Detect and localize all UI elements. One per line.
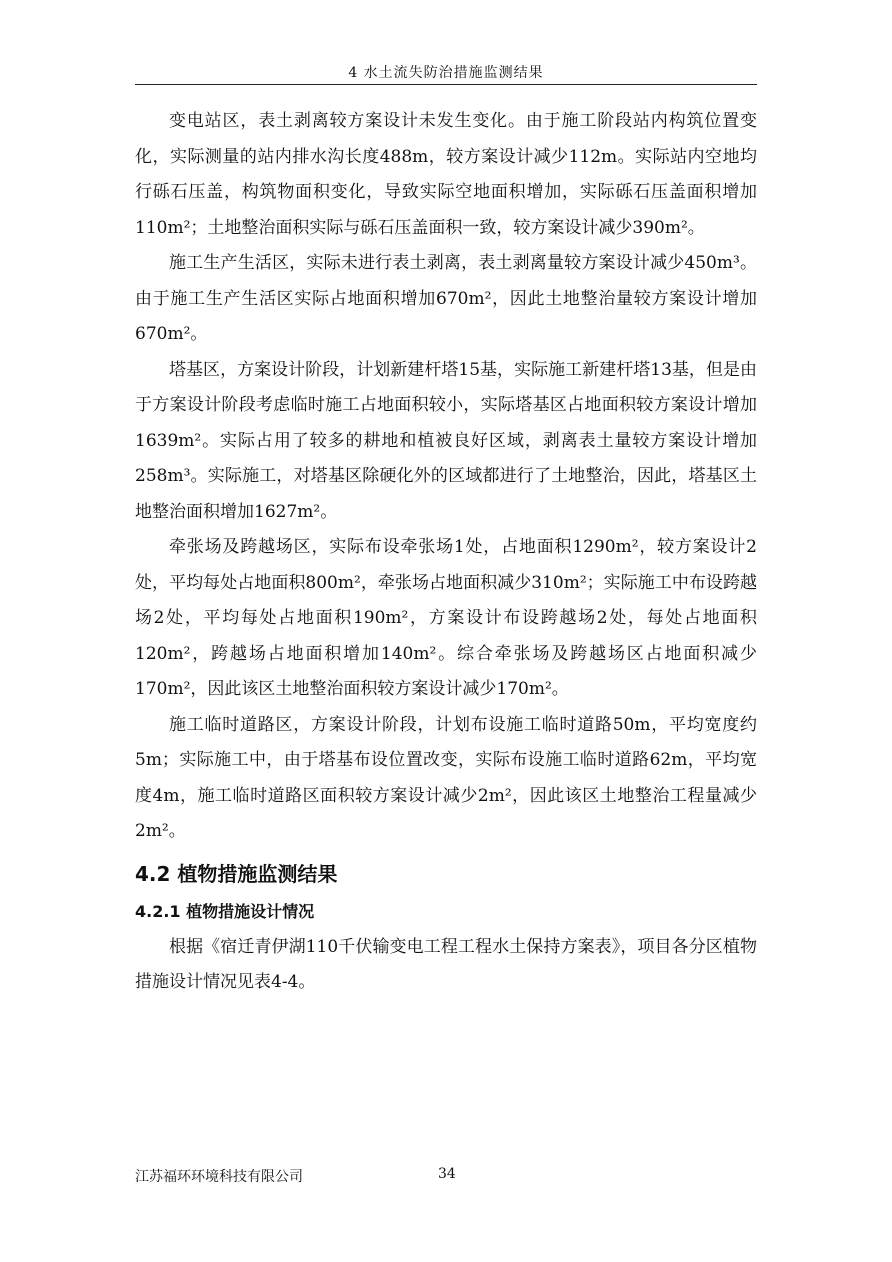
header-divider xyxy=(135,84,757,85)
paragraph-tower-base-area: 塔基区，方案设计阶段，计划新建杆塔15基，实际施工新建杆塔13基，但是由于方案设计阶段考虑临时施工占地面积较小，实际塔基区占地面积较方案设计增加1639m²。实际占用了较多的耕地和植被良好区域，剥离表土量较方案设计增加258m³。实际施工，对塔基区除硬化外的区域都进行了土地整治，因此，塔基区土地整治面积增加1627m²。 xyxy=(135,359,757,522)
paragraph-construction-living-area: 施工生产生活区，实际未进行表土剥离，表土剥离量较方案设计减少450m³。由于施工生产生活区实际占地面积增加670m²，因此土地整治量较方案设计增加670m²。 xyxy=(135,253,757,344)
footer-company: 江苏福环环境科技有限公司 xyxy=(135,1169,303,1185)
paragraph-tension-crossing-area: 牵张场及跨越场区，实际布设牵张场1处，占地面积1290m²，较方案设计2处，平均每处占地面积800m²，牵张场占地面积减少310m²；实际施工中布设跨越场2处，平均每处占地面积190m²，方案设计布设跨越场2处，每处占地面积120m²，跨越场占地面积增加140m²。综合牵张场及跨越场区占地面积减少170m²，因此该区土地整治面积较方案设计减少170m²。 xyxy=(135,537,757,699)
section-heading: 4.2 植物措施监测结果 xyxy=(135,861,338,886)
running-header: 4 水土流失防治措施监测结果 xyxy=(348,65,544,81)
paragraph-substation: 变电站区，表土剥离较方案设计未发生变化。由于施工阶段站内构筑位置变化，实际测量的站内排水沟长度488m，较方案设计减少112m。实际站内空地均行砾石压盖，构筑物面积变化，导致实际空地面积增加，实际砾石压盖面积增加110m²；土地整治面积实际与砾石压盖面积一致，较方案设计减少390m²。 xyxy=(135,111,757,238)
paragraph-plant-measures: 根据《宿迁青伊湖110千伏输变电工程工程水土保持方案表》，项目各分区植物措施设计情况见表4-4。 xyxy=(135,936,757,992)
paragraph-temporary-road-area: 施工临时道路区，方案设计阶段，计划布设施工临时道路50m，平均宽度约5m；实际施工中，由于塔基布设位置改变，实际布设施工临时道路62m，平均宽度4m，施工临时道路区面积较方案设计减少2m²，因此该区土地整治工程量减少2m²。 xyxy=(135,714,757,841)
page-body xyxy=(135,104,757,1001)
page-number: 34 xyxy=(438,1166,456,1182)
subsection-heading: 4.2.1 植物措施设计情况 xyxy=(135,901,315,921)
